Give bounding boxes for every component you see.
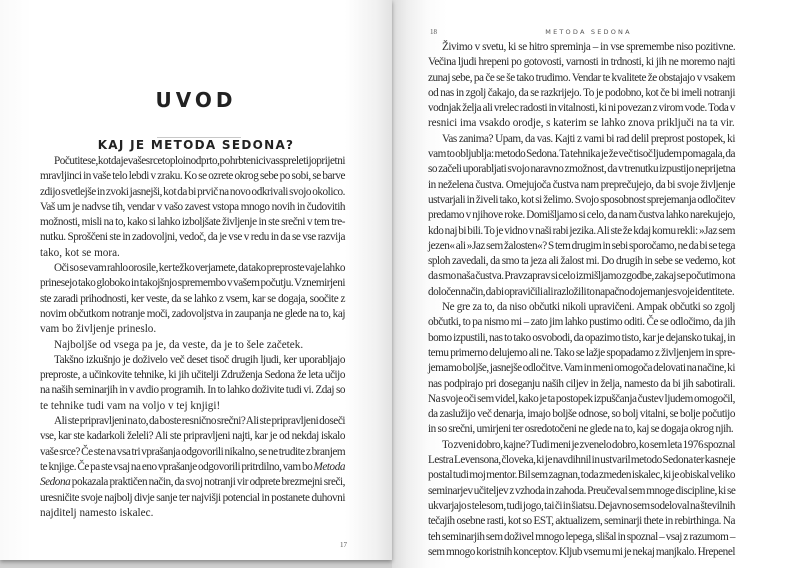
section-heading: KAJ JE METODA SEDONA? [97,138,295,152]
text-line: so začeli uporabljati svojo naravno zmožnost, da v trenutku izpustijo neprijetna [428,163,736,176]
chapter-title: UVOD [155,88,237,112]
text-line: ste zaradi prihodnosti, ker veste, da se lahko z vsem, kar se dogaja, soočite z [40,292,345,305]
text-line: sploh zavedali, da smo ta jeza ali žalost mi. Do drugih in sebe se vedemo, kot [428,255,735,268]
text-line: zdijo svetlejše in zvoki jasnejši, kot da bi prvič na novo odkrivali svojo okolico. [40,185,345,198]
text-line: teh seminarjih sem doživel mnogo lepega, slišal in spoznal – vsaj z razumom – [428,530,735,543]
text-line: novim občutkom notranje moči, zadovoljstva in zaupanja ne glede na to, kaj [40,307,345,320]
text-line: Takšno izkušnjo je doživelo več deset tisoč drugih ljudi, ker uporabljajo [54,353,345,366]
text-line: predamo v njihove roke. Domišljamo si celo, da nam čustva lahko narekujejo, [428,209,735,222]
paragraph [428,438,735,560]
text-line: od nas in zgolj čakajo, da se razkrijejo. To je podobno, kot če bi imeli notranji [428,86,735,99]
text-line: resnici ima vsakdo orodje, s katerim se lahko znova priključi na ta vir. [428,117,735,130]
text-line: ustvarjali in živeli tako, kot si želimo. Svojo sposobnost sprejemanja odločitev [428,193,735,206]
text-line: Ali ste pripravljeni na to, da boste resnično srečni? Ali ste pripravljeni doseči [54,415,345,428]
text-segment: te knjige. Če pa ste vsaj na eno vprašanje odgovorili pritrdilno, vam bo [40,460,314,473]
paragraph [40,261,345,337]
text-line: Vas zanima? Upam, da vas. Kajti z vami bi rad delil preprost postopek, ki [442,132,735,145]
page-number: 17 [340,541,347,549]
text-line: vse, kar ste kadarkoli želeli? Ali ste pripravljeni najti, kar je od nekdaj iskalo [40,430,345,443]
text-line: postal tudi moj mentor. Bil sem zagnan, toda zmeden iskalec, ki je obiskal veliko [428,469,735,482]
text-line: na naših seminarjih in v avdio programih. In to lahko doživite tudi vi. Zdaj so [40,384,345,397]
paragraph [40,353,345,414]
text-line: uresničite svoje najbolj divje sanje ter najvišji potencial in postanete duhovni [40,491,345,504]
text-line: vam bo življenje prineslo. [40,323,157,336]
text-line: temu primerno delujemo ali ne. Tako se lažje spopadamo z življenjem in spre- [428,346,735,359]
paragraph [40,154,345,261]
text-line: ukvarjajo s telesom, tudi jogo, tai či in šiatsu. Dejavno sem sodeloval na številnih [428,499,735,512]
text-line [40,460,345,475]
right-body-text [428,40,735,560]
text-line: Najboljše od vsega pa je, da veste, da je to šele začetek. [54,338,304,351]
text-line: bomo izpustili, nas to tako osvobodi, da opazimo tisto, kar je dejansko tukaj, in [428,331,735,344]
text-line: določen način, da bi opravičili ali razložili to napačno dojemanje svoje identitete. [428,285,735,298]
text-line [40,475,345,490]
text-line: in neželena čustva. Omejujoča čustva nam preprečujejo, da bi svoje življenje [428,178,735,191]
text-line: Na svoje oči sem videl, kako je ta postopek izpuščanja čustev ljudem omogočil, [428,392,735,405]
paragraph [428,300,735,438]
italic-title: Sedona [40,476,71,489]
paragraph [40,338,345,353]
paragraph [428,40,735,132]
text-line: Oči so se vam rahlo orosile, ker težko verjamete, da tako preproste vaje lahko [54,262,345,275]
text-line: Ne gre za to, da niso občutki nikoli upravičeni. Ampak občutki so zgolj [442,301,735,314]
paragraph [428,132,735,300]
text-line: To zveni dobro, kajne? Tudi meni je zvenelo dobro, ko sem leta 1976 spoznal [442,438,735,451]
text-line: vam to obljublja: metodo Sedona. Ta tehnika je že več tisoč ljudem pomagala, da [428,148,735,161]
text-line: občutki, to pa nismo mi – zato jim lahko pustimo oditi. Če se odločimo, da jih [428,316,735,329]
text-line: sem mnogo koristnih konceptov. Kljub vsemu mi je nekaj manjkalo. Hrepenel [428,545,735,558]
page-number: 18 [430,28,437,36]
text-segment: pokazala praktičen način, da svoj notranji vir odprete brezmejni sreči, [70,476,345,489]
text-line: jezen« ali »Jaz sem žalosten«? S tem drugim in sebi sporočamo, ne da bi se tega [428,239,735,252]
text-line: Počutite se, kot da je vaše srce toplo in odprto, po hrbtenici vas spreletijo prijetni [54,155,345,167]
text-line: možnosti, misli na to, kako si lahko izboljšate življenje in ste srečni v tem tre- [40,216,345,229]
running-head: METODA SEDONA [545,28,632,36]
text-line: tečajih osebne rasti, kot so EST, aktualizem, seminarji thete in rebirthinga. Na [428,515,735,528]
text-line: da smo naša čustva. Pravzaprav si celo izmišljamo zgodbe, zakaj se počutimo na [428,270,735,283]
text-line: zunaj sebe, pa če se še tako trudimo. Vendar te kvalitete že obstajajo v vsakem [428,71,735,84]
text-line: tako, kot se mora. [40,246,120,259]
text-line: nutku. Sproščeni ste in zadovoljni, vedoč, da je vse v redu in da se vse razvija [40,231,345,244]
text-line: jemamo boljše, jasnejše odločitve. Vam in meni omogoča delovati na načine, ki [428,362,735,375]
text-line: vodnjak želja ali vrelec radosti in vitalnosti, ki ni povezan z virom vode. Toda v [428,102,735,115]
left-body-text [40,154,345,521]
text-line: Vaš um je nadvse tih, vendar v vašo zavest vstopa mnogo novih in čudovitih [40,200,345,213]
text-line: kdo naj bi bili. To je vidno v naši rabi jezika. Ali ste že kdaj komu rekli: »Jaz sem [428,224,735,237]
text-line: prinesejo tako globoko in takojšnjo spremembo v vašem počutju. Vznemirjeni [40,277,345,290]
text-line: Večina ljudi hrepeni po gotovosti, varnosti in trdnosti, ki jih ne moremo najti [428,56,735,69]
text-line: preproste, a učinkovite tehnike, ki jih učitelji Združenja Sedona že leta učijo [40,369,345,382]
text-line: najditelj namesto iskalec. [40,506,154,519]
text-line: Živimo v svetu, ki se hitro spreminja – in vse spremembe niso pozitivne. [442,41,736,53]
text-line: nas podpirajo pri doseganju naših ciljev in želja, namesto da bi jih sabotirali. [428,377,735,390]
italic-title: Metoda [313,460,345,473]
text-line: te tehnike tudi vam na voljo v tej knjigi! [40,399,221,412]
paragraph [40,414,345,521]
text-line: vaše srce? Če ste na vsa tri vprašanja odgovorili nikalno, se ne trudite z branjem [40,445,346,458]
text-line: in so srečni, umirjeni ter osredotočeni ne glede na to, kaj se dogaja okrog njih. [428,423,734,436]
text-line: mravljinci in vaše telo lebdi v zraku. Ko se ozrete okrog sebe po sobi, se barve [40,170,345,183]
text-line: Lestra Levensona, človeka, ki je navdihnil in ustvaril metodo Sedona ter kasneje [428,454,736,467]
text-line: seminarjev učiteljev z vzhoda in zahoda. Preučeval sem mnoge discipline, ki se [428,484,736,497]
text-line: da zaslužijo več denarja, imajo boljše odnose, so bolj vitalni, se bolje počutijo [428,408,735,421]
